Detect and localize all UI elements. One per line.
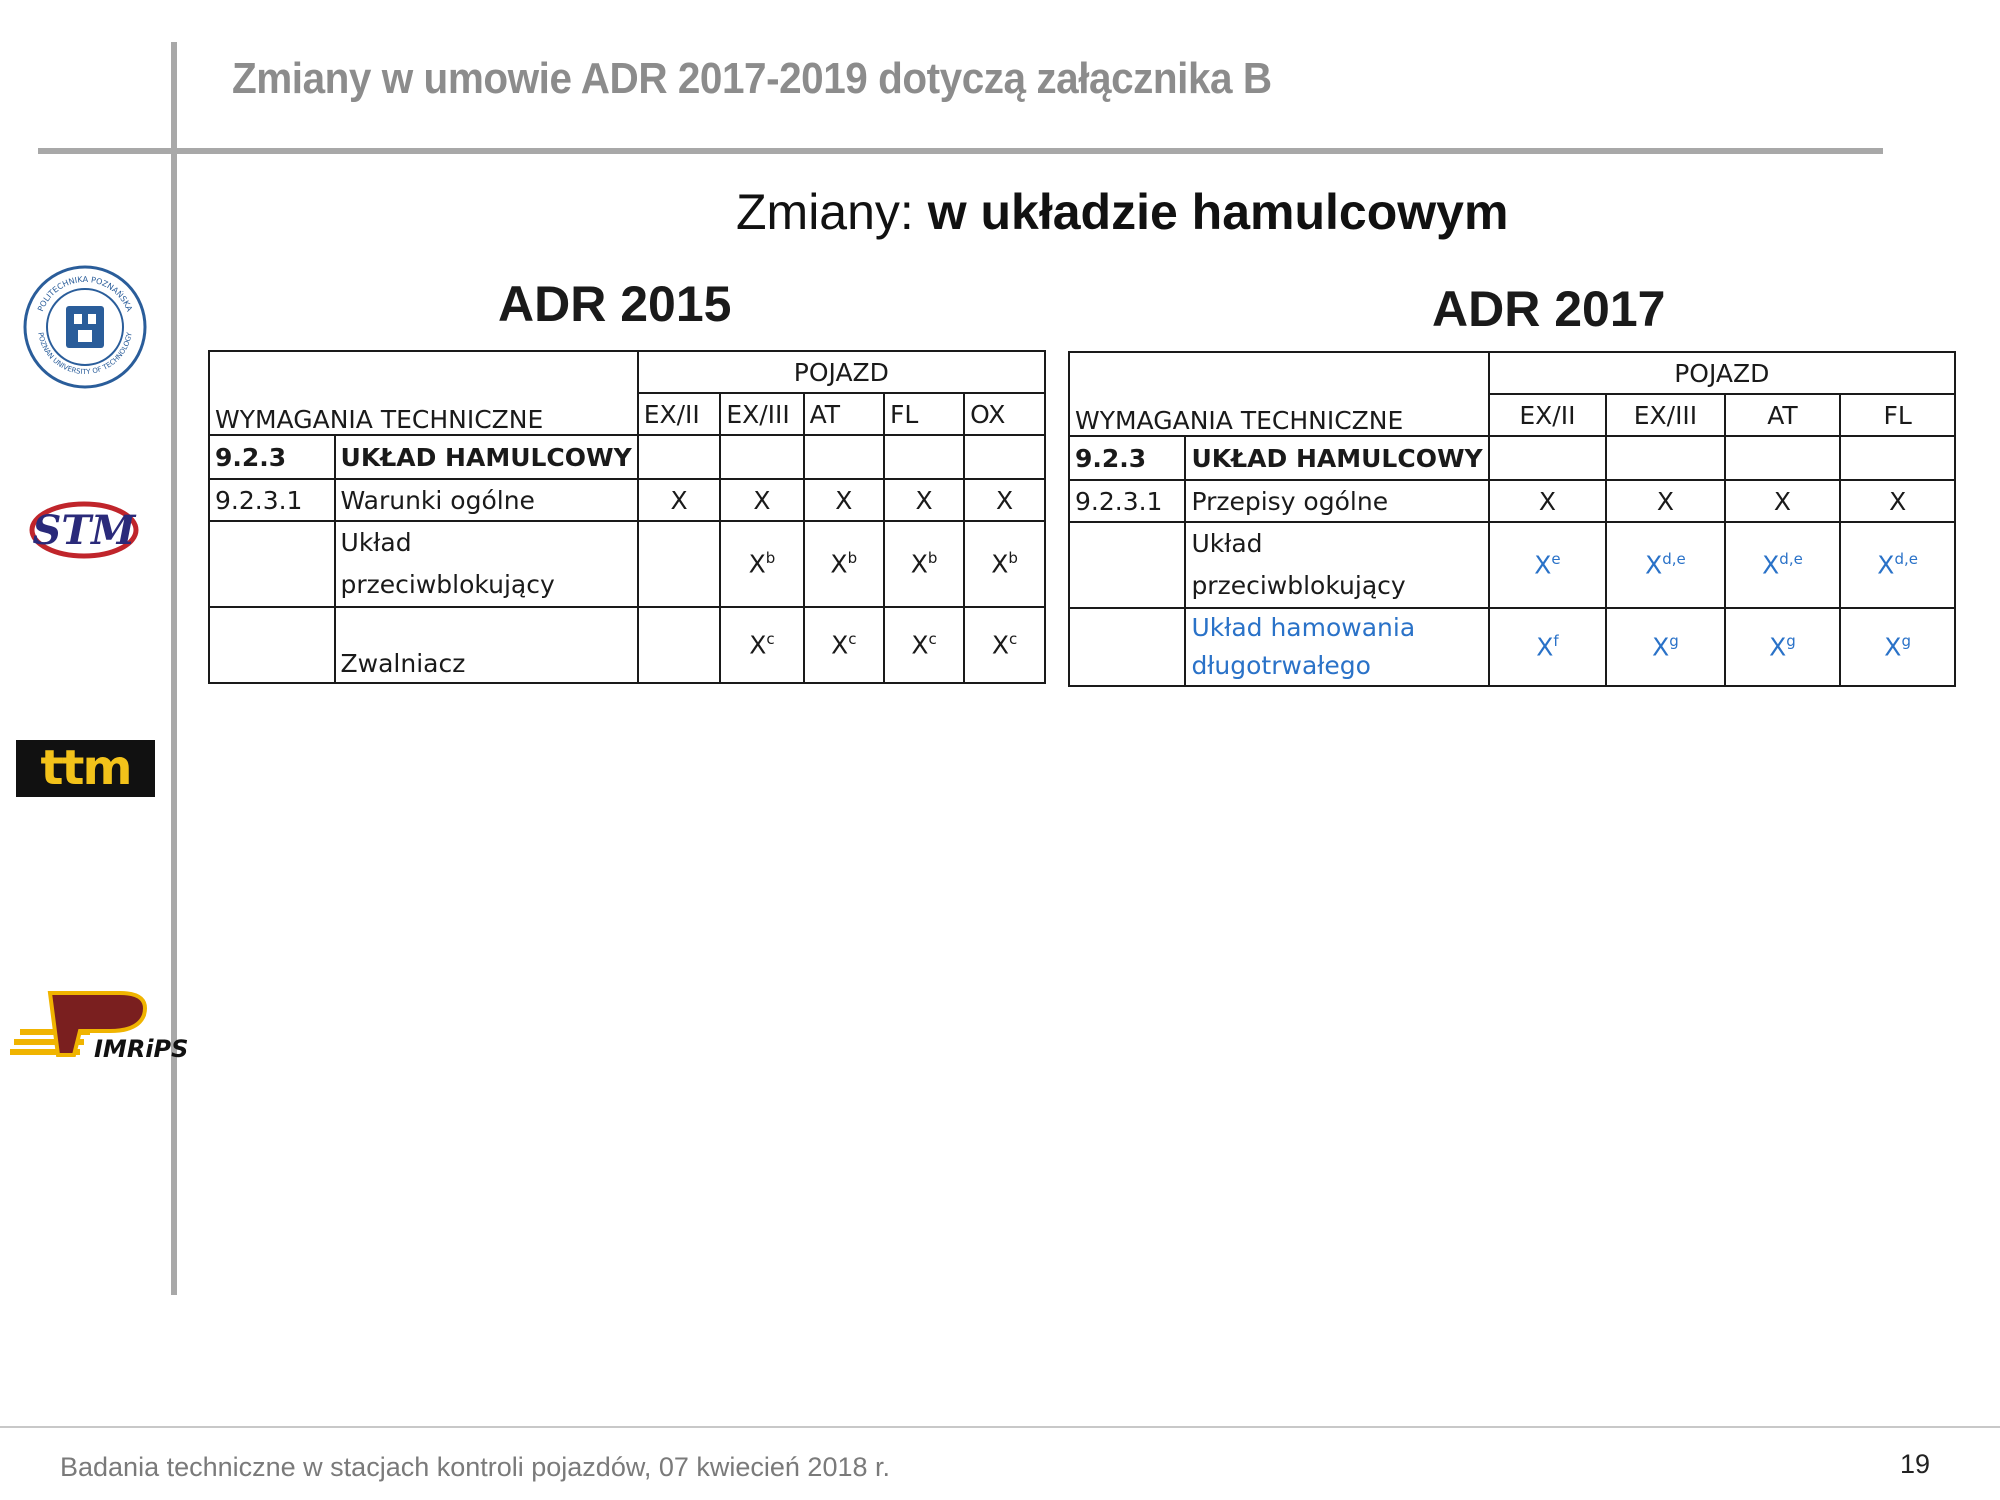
subtitle-emphasis: w układzie hamulcowym: [927, 184, 1509, 240]
table-row: [209, 521, 1045, 607]
table-cell: X: [964, 479, 1045, 521]
table-cell: X: [638, 479, 721, 521]
column-header: OX: [964, 393, 1045, 435]
section-number: 9.2.3: [209, 435, 335, 479]
column-header: EX/II: [638, 393, 721, 435]
table-cell: X$^{d,e}$: [1606, 522, 1725, 608]
vertical-rule: [171, 42, 177, 1295]
table-cell: $X^b$: [720, 521, 803, 607]
table-cell: $X^b$: [804, 521, 884, 607]
column-header: FL: [884, 393, 964, 435]
row-number: 9.2.3.1: [1069, 480, 1185, 522]
column-header: EX/III: [720, 393, 803, 435]
row-label-line2: długotrwałego: [1191, 651, 1371, 680]
row-label-line2: przeciwblokujący: [1191, 571, 1406, 600]
requirements-header: WYMAGANIA TECHNICZNE: [209, 351, 638, 435]
table-cell: $X^c$: [720, 607, 803, 683]
row-number: [209, 521, 335, 607]
adr-2015-heading: ADR 2015: [498, 276, 732, 332]
table-cell: Xe: [1489, 522, 1607, 608]
column-header: AT: [804, 393, 884, 435]
section-label: UKŁAD HAMULCOWY: [1185, 436, 1488, 480]
subtitle-prefix: Zmiany:: [736, 184, 928, 240]
row-number: [1069, 608, 1185, 686]
table-cell: $X^g$: [1725, 608, 1841, 686]
table-row: [209, 607, 1045, 683]
section-number: 9.2.3: [1069, 436, 1185, 480]
row-number: [209, 607, 335, 683]
column-header: EX/II: [1489, 394, 1607, 436]
adr-2017-heading: ADR 2017: [1432, 281, 1666, 337]
section-label: UKŁAD HAMULCOWY: [335, 435, 638, 479]
table-cell: X: [1489, 480, 1607, 522]
row-label: [1185, 608, 1488, 686]
svg-text:POZNAN UNIVERSITY OF TECHNOLOG: POZNAN UNIVERSITY OF TECHNOLOGY: [36, 331, 134, 377]
poznan-university-logo: [22, 264, 148, 390]
row-label-line2: przeciwblokujący: [340, 570, 555, 599]
table-cell: X$^{d,e}$: [1725, 522, 1841, 608]
table-cell: X: [1840, 480, 1955, 522]
vehicle-group-header: POJAZD: [1489, 352, 1955, 394]
adr-2017-table: [1068, 351, 1956, 687]
footer-rule: [0, 1426, 2000, 1428]
table-cell: [638, 607, 721, 683]
table-row: [1069, 608, 1955, 686]
column-header: FL: [1840, 394, 1955, 436]
row-number: 9.2.3.1: [209, 479, 335, 521]
column-header: AT: [1725, 394, 1841, 436]
svg-text:IMRiPS: IMRiPS: [94, 1035, 189, 1063]
table-row: [209, 479, 1045, 521]
adr-2015-table: [208, 350, 1046, 684]
row-label-line1: Układ: [340, 528, 412, 557]
row-label: [335, 521, 638, 607]
requirements-header: WYMAGANIA TECHNICZNE: [1069, 352, 1489, 436]
table-cell: $X^g$: [1606, 608, 1725, 686]
table-cell: $X^c$: [964, 607, 1045, 683]
row-label: [1185, 522, 1488, 608]
table-cell: X: [1725, 480, 1841, 522]
table-cell: $X^c$: [884, 607, 964, 683]
svg-text:STM: STM: [32, 507, 136, 554]
table-row: [209, 435, 1045, 479]
table-cell: $X^g$: [1840, 608, 1955, 686]
slide-title: Zmiany w umowie ADR 2017-2019 dotyczą załącznika B: [232, 54, 1272, 103]
table-cell: X: [720, 479, 803, 521]
row-label: Warunki ogólne: [335, 479, 638, 521]
table-header-row: [209, 351, 1045, 393]
row-label-line1: Układ hamowania: [1191, 613, 1416, 642]
column-header: EX/III: [1606, 394, 1725, 436]
ttm-logo: ttm: [16, 740, 155, 797]
table-cell: $X^c$: [804, 607, 884, 683]
footer-text: Badania techniczne w stacjach kontroli pojazdów, 07 kwiecień 2018 r.: [60, 1452, 890, 1482]
table-row: [1069, 436, 1955, 480]
page-number: 19: [1900, 1449, 1931, 1479]
table-cell: X$^{d,e}$: [1840, 522, 1955, 608]
table-cell: X: [884, 479, 964, 521]
row-number: [1069, 522, 1185, 608]
table-cell: [638, 521, 721, 607]
table-header-row: [1069, 352, 1955, 394]
table-cell: X: [804, 479, 884, 521]
pimrips-logo: [10, 985, 189, 1071]
stm-logo: [26, 488, 142, 568]
table-cell: $X^f$: [1489, 608, 1607, 686]
table-row: [1069, 480, 1955, 522]
row-label: Zwalniacz: [335, 607, 638, 683]
row-label: Przepisy ogólne: [1185, 480, 1488, 522]
table-cell: $X^b$: [884, 521, 964, 607]
table-cell: X: [1606, 480, 1725, 522]
svg-text:POLITECHNIKA POZNAŃSKA: POLITECHNIKA POZNAŃSKA: [36, 274, 134, 313]
row-label-line1: Układ: [1191, 529, 1263, 558]
vehicle-group-header: POJAZD: [638, 351, 1045, 393]
table-row: [1069, 522, 1955, 608]
header-rule: [38, 148, 1883, 154]
slide-subtitle: [736, 183, 1508, 241]
table-cell: $X^b$: [964, 521, 1045, 607]
